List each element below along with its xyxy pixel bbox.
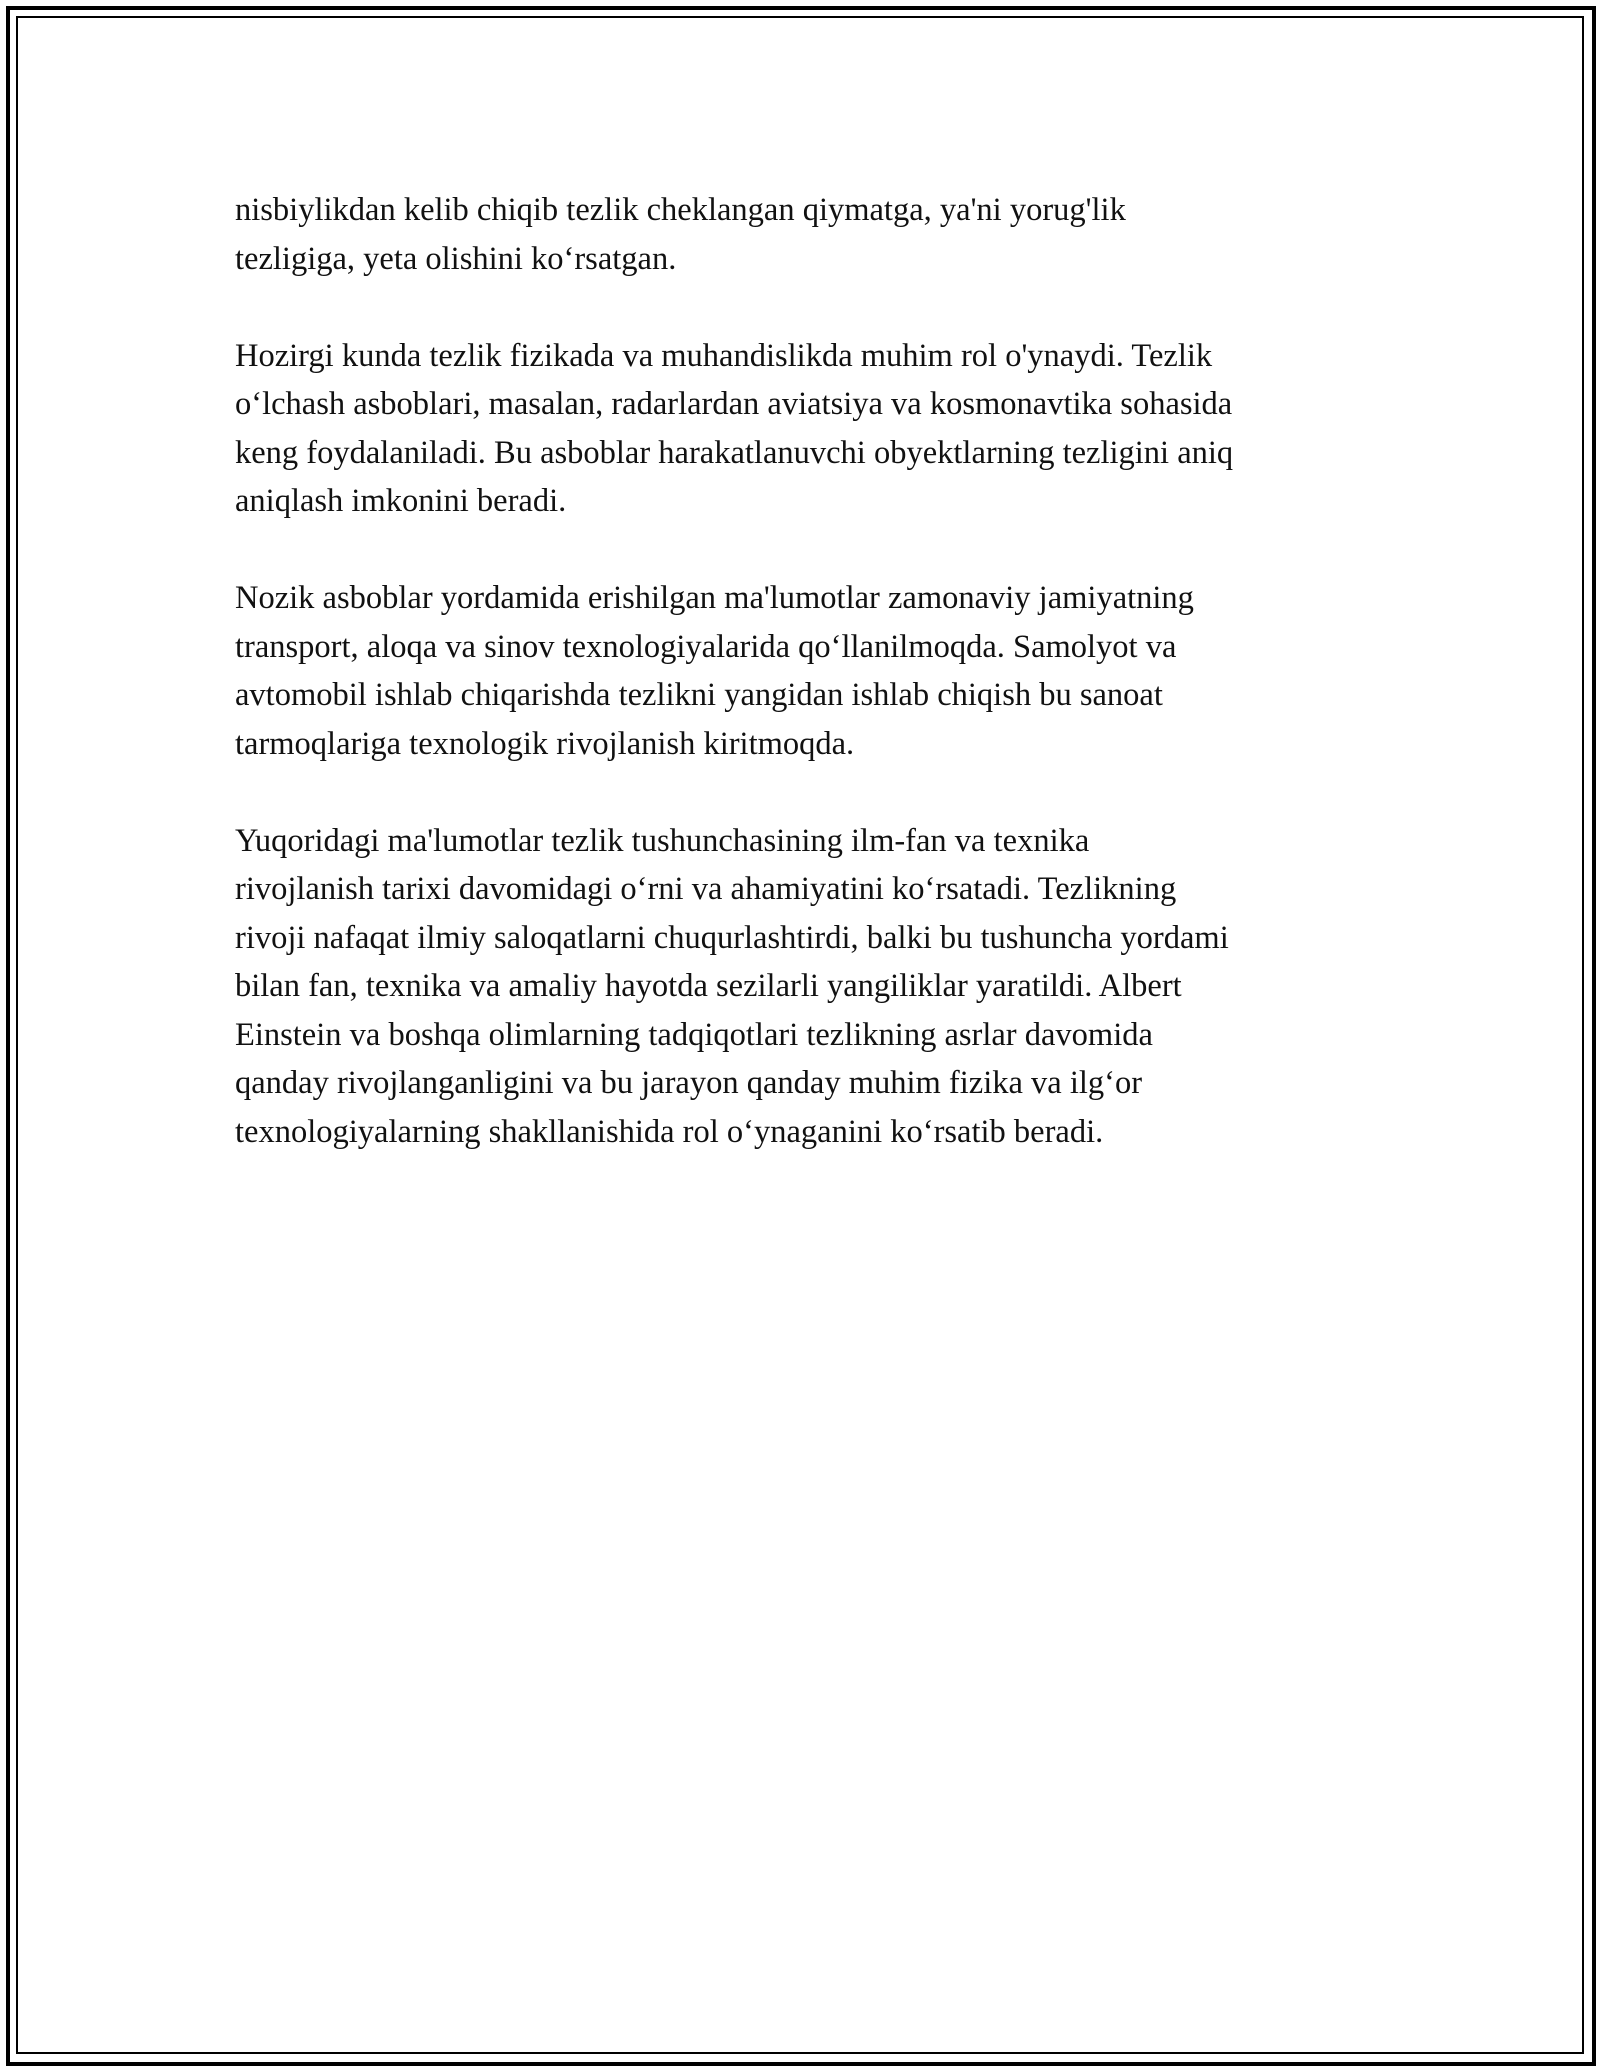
paragraph-2 <box>235 332 1365 526</box>
paragraph-4 <box>235 817 1365 1157</box>
paragraph-1 <box>235 186 1365 283</box>
text-line: nisbiylikdan kelib chiqib tezlik cheklangan qiymatga, ya'ni yorug'lik <box>235 192 1126 228</box>
text-line: o‘lchash asboblari, masalan, radarlardan aviatsiya va kosmonavtika sohasida <box>235 386 1233 422</box>
text-line: tezligiga, yeta olishini ko‘rsatgan. <box>235 240 677 277</box>
text-line: rivoji nafaqat ilmiy saloqatlarni chuqurlashtirdi, balki bu tushuncha yordami <box>235 919 1229 956</box>
text-line: Einstein va boshqa olimlarning tadqiqotlari tezlikning asrlar davomida <box>235 1016 1153 1053</box>
text-line: Yuqoridagi ma'lumotlar tezlik tushunchasining ilm-fan va texnika <box>235 822 1090 859</box>
text-line: bilan fan, texnika va amaliy hayotda sezilarli yangiliklar yaratildi. Albert <box>235 968 1182 1004</box>
text-line: Nozik asboblar yordamida erishilgan ma'lumotlar zamonaviy jamiyatning <box>235 580 1194 616</box>
text-line: keng foydalaniladi. Bu asboblar harakatlanuvchi obyektlarning tezligini aniq <box>235 434 1234 471</box>
text-line: texnologiyalarning shakllanishida rol o‘ynaganini ko‘rsatib beradi. <box>235 1113 1104 1150</box>
text-line: Hozirgi kunda tezlik fizikada va muhandislikda muhim rol o'ynaydi. Tezlik <box>235 337 1213 374</box>
text-line: rivojlanish tarixi davomidagi o‘rni va ahamiyatini ko‘rsatadi. Tezlikning <box>235 871 1177 907</box>
text-line: tarmoqlariga texnologik rivojlanish kiritmoqda. <box>235 725 855 762</box>
paragraph-3 <box>235 574 1365 768</box>
text-line: qanday rivojlanganligini va bu jarayon qanday muhim fizika va ilg‘or <box>235 1065 1143 1101</box>
text-line: transport, aloqa va sinov texnologiyalarida qo‘llanilmoqda. Samolyot va <box>235 628 1177 665</box>
text-line: avtomobil ishlab chiqarishda tezlikni yangidan ishlab chiqish bu sanoat <box>235 677 1163 713</box>
text-line: aniqlash imkonini beradi. <box>235 483 567 519</box>
document-body <box>235 186 1365 1205</box>
